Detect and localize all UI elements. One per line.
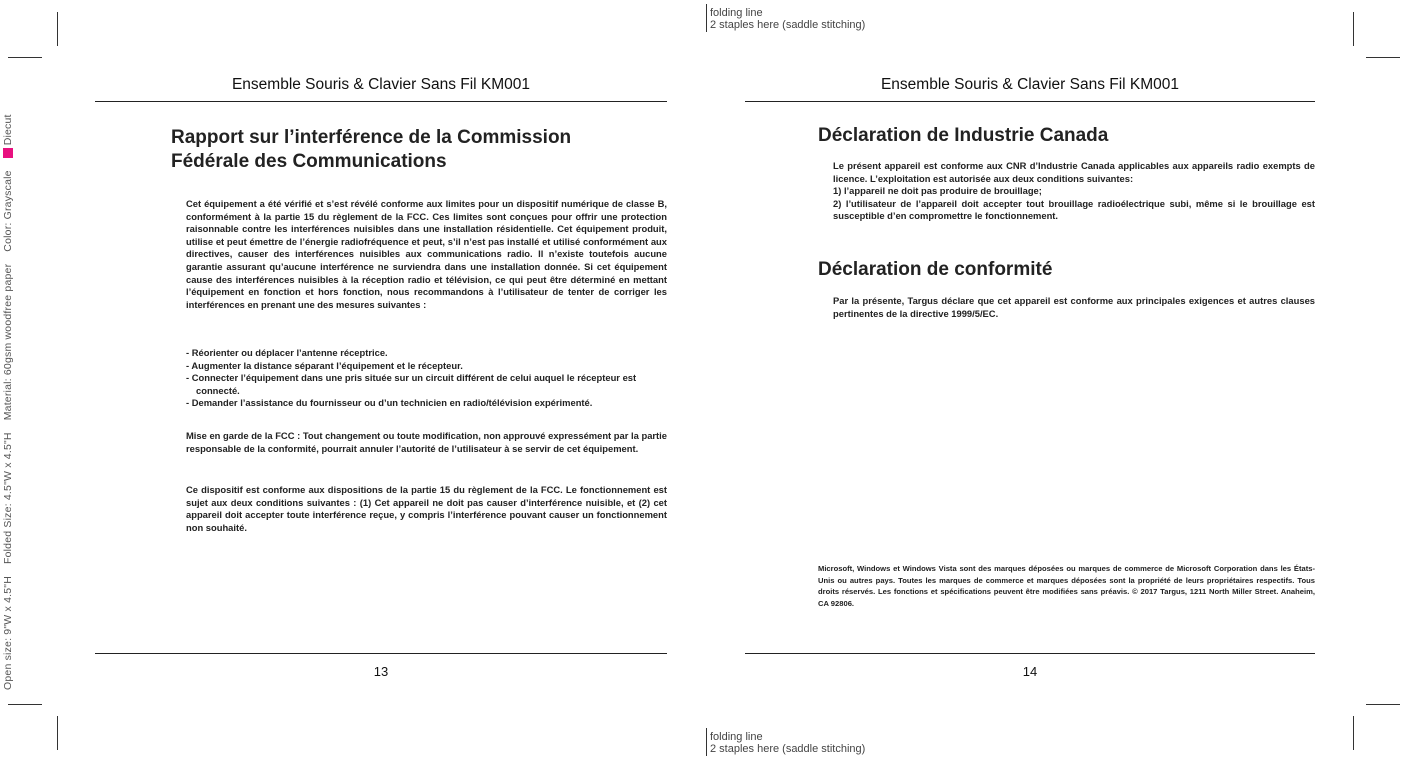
fcc-paragraph-2: Mise en garde de la FCC : Tout changement ou toute modification, non approuvé expressément par la partie responsable de la conformité, pourrait annuler l’autorité de l’utilisateur à se servir de cet équipement. (186, 430, 667, 454)
list-item: - Augmenter la distance séparant l’équipement et le récepteur. (186, 360, 667, 373)
crop-mark (1366, 57, 1400, 58)
fold-marker-bottom (706, 728, 707, 756)
crop-mark (1353, 716, 1354, 750)
fcc-paragraph-3: Ce dispositif est conforme aux dispositions de la partie 15 du règlement de la FCC. Le fonctionnement est sujet aux deux conditions suivantes : (1) Cet appareil ne doit pas causer d’interférence nuisible, et (2) cet appareil doit accepter toute interférence reçue, y compris l’interférence pouvant causer un fonctionnement non souhaité. (186, 484, 667, 533)
ic-line-2: 1) l’appareil ne doit pas produire de brouillage; (833, 185, 1042, 197)
fcc-section-title (171, 126, 571, 174)
ic-section-title: Déclaration de Industrie Canada (818, 125, 1109, 146)
fcc-title-line1: Rapport sur l’interférence de la Commission (171, 127, 572, 148)
fold-note-bottom-line1: folding line (710, 731, 763, 743)
crop-mark (57, 12, 58, 46)
crop-mark (1353, 12, 1354, 46)
ic-declaration-text (833, 160, 1315, 223)
conformity-section-title: Déclaration de conformité (818, 259, 1053, 280)
diecut-group (2, 114, 14, 158)
fold-marker-top (706, 4, 707, 32)
crop-mark (8, 704, 42, 705)
crop-mark (1366, 704, 1400, 705)
page-13 (95, 0, 667, 762)
material-label: Material: 60gsm woodfree paper (2, 263, 14, 421)
page-header: Ensemble Souris & Clavier Sans Fil KM001 (880, 76, 1180, 93)
fold-note-top-line2: 2 staples here (saddle stitching) (710, 19, 866, 31)
folded-size-label: Folded Size: 4.5"W x 4.5"H (2, 432, 14, 565)
page-number: 13 (373, 664, 389, 679)
fcc-measures-list (186, 347, 667, 410)
fcc-title-line2: Fédérale des Communications (171, 151, 447, 172)
fold-note-bottom-line2: 2 staples here (saddle stitching) (710, 743, 866, 755)
header-rule (745, 101, 1315, 102)
crop-mark (8, 57, 42, 58)
page-number: 14 (1022, 664, 1038, 679)
ic-line-1: Le présent appareil est conforme aux CNR d’Industrie Canada applicables aux appareils radio exempts de licence. L’exploitation est autorisée aux deux conditions suivantes: (833, 160, 1315, 184)
list-item: - Demander l’assistance du fournisseur ou d’un technicien en radio/télévision expérimenté. (186, 397, 667, 410)
open-size-label: Open size: 9"W x 4.5"H (2, 576, 14, 690)
diecut-label: Diecut (2, 114, 14, 146)
ic-line-3: 2) l’utilisateur de l’appareil doit accepter tout brouillage radioélectrique subi, même si le brouillage est susceptible d’en compromettre le fonctionnement. (833, 197, 1315, 222)
conformity-text: Par la présente, Targus déclare que cet appareil est conforme aux principales exigences et autres clauses pertinentes de la directive 1999/5/EC. (833, 295, 1315, 319)
color-label: Color: Grayscale (2, 170, 14, 252)
page-header: Ensemble Souris & Clavier Sans Fil KM001 (231, 76, 531, 93)
fcc-paragraph-1: Cet équipement a été vérifié et s’est révélé conforme aux limites pour un dispositif numérique de classe B, conformément à la partie 15 du règlement de la FCC. Ces limites sont conçues pour offrir une protection raisonnable contre les interférences nuisibles dans une installation résidentielle. Cet équipement produit, utilise et peut émettre de l’énergie radiofréquence et peut, s’il n’est pas installé et utilisé conformément aux directives, causer des interférences nuisibles aux communications radio. Il n’existe toutefois aucune garantie assurant qu’aucune interférence ne surviendra dans une installation donnée. Si cet équipement cause des interférences nuisibles à la réception radio et télévision, ce qui peut être déterminé en mettant l’équipement en fonction et hors fonction, nous recommandons à l’utilisateur de tenter de corriger les interférences en prenant une des mesures suivantes : (186, 198, 667, 310)
printer-spec-label (2, 114, 14, 690)
footer-rule (95, 653, 667, 654)
footer-rule (745, 653, 1315, 654)
page-14 (745, 0, 1315, 762)
list-item: - Connecter l’équipement dans une pris située sur un circuit différent de celui auquel le récepteur est connecté. (186, 372, 667, 397)
header-rule (95, 101, 667, 102)
diecut-swatch-icon (3, 148, 13, 158)
crop-mark (57, 716, 58, 750)
fold-note-top-line1: folding line (710, 7, 763, 19)
trademark-notice: Microsoft, Windows et Windows Vista sont des marques déposées ou marques de commerce de Microsoft Corporation dans les États-Unis ou autres pays. Toutes les marques de commerce et marques déposées sont la propriété de leurs propriétaires respectifs. Tous droits réservés. Les fonctions et spécifications peuvent être modifiées sans préavis. © 2017 Targus, 1211 North Miller Street. Anaheim, CA 92806. (818, 564, 1315, 608)
list-item: - Réorienter ou déplacer l’antenne réceptrice. (186, 347, 667, 360)
